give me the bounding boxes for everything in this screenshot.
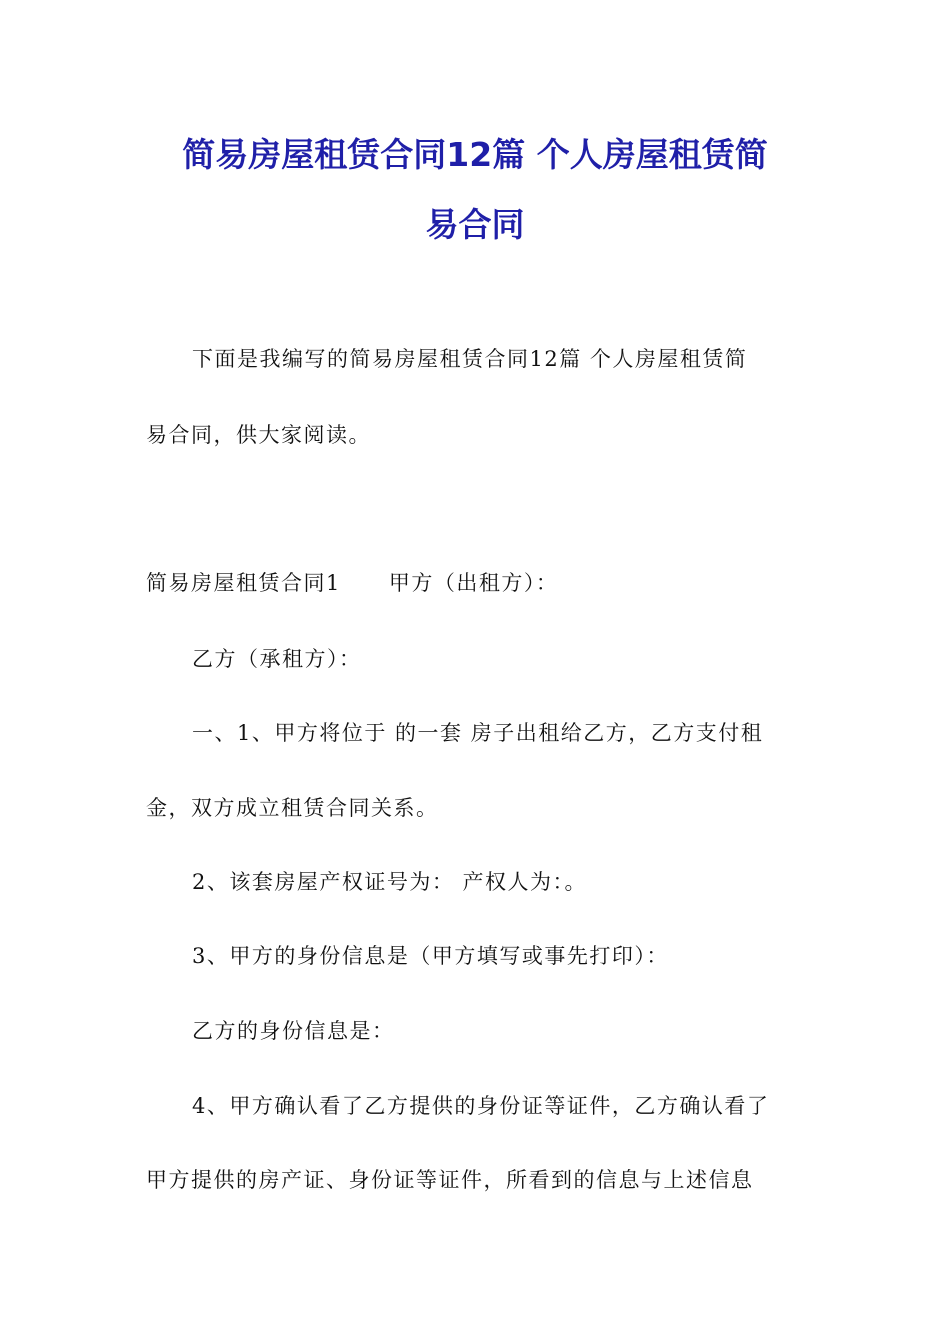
document-title-line-1: 简易房屋租赁合同12篇 个人房屋租赁简 bbox=[182, 135, 768, 174]
clause-3: 3、甲方的身份信息是（甲方填写或事先打印）： bbox=[192, 944, 669, 968]
party-a-label: 甲方（出租方）： bbox=[388, 571, 559, 595]
clause-4-line-2: 甲方提供的房产证、身份证等证件，所看到的信息与上述信息 bbox=[146, 1168, 754, 1192]
party-b-label: 乙方（承租方）： bbox=[192, 647, 362, 671]
clause-1-line-1: 一、1、甲方将位于 的一套 房子出租给乙方，乙方支付租 bbox=[192, 721, 764, 745]
clause-2: 2、该套房屋产权证号为： 产权人为：。 bbox=[192, 870, 588, 894]
clause-4-line-1: 4、甲方确认看了乙方提供的身份证等证件，乙方确认看了 bbox=[192, 1094, 770, 1118]
intro-paragraph-line-1: 下面是我编写的简易房屋租赁合同12篇 个人房屋租赁简 bbox=[192, 347, 748, 371]
clause-1-line-2: 金，双方成立租赁合同关系。 bbox=[146, 796, 439, 820]
section-heading-row bbox=[146, 573, 558, 594]
section-heading: 简易房屋租赁合同1 bbox=[146, 571, 341, 595]
document-title-line-2: 易合同 bbox=[425, 205, 525, 244]
intro-paragraph-line-2: 易合同，供大家阅读。 bbox=[146, 423, 371, 447]
clause-3-party-b: 乙方的身份信息是： bbox=[192, 1019, 395, 1043]
